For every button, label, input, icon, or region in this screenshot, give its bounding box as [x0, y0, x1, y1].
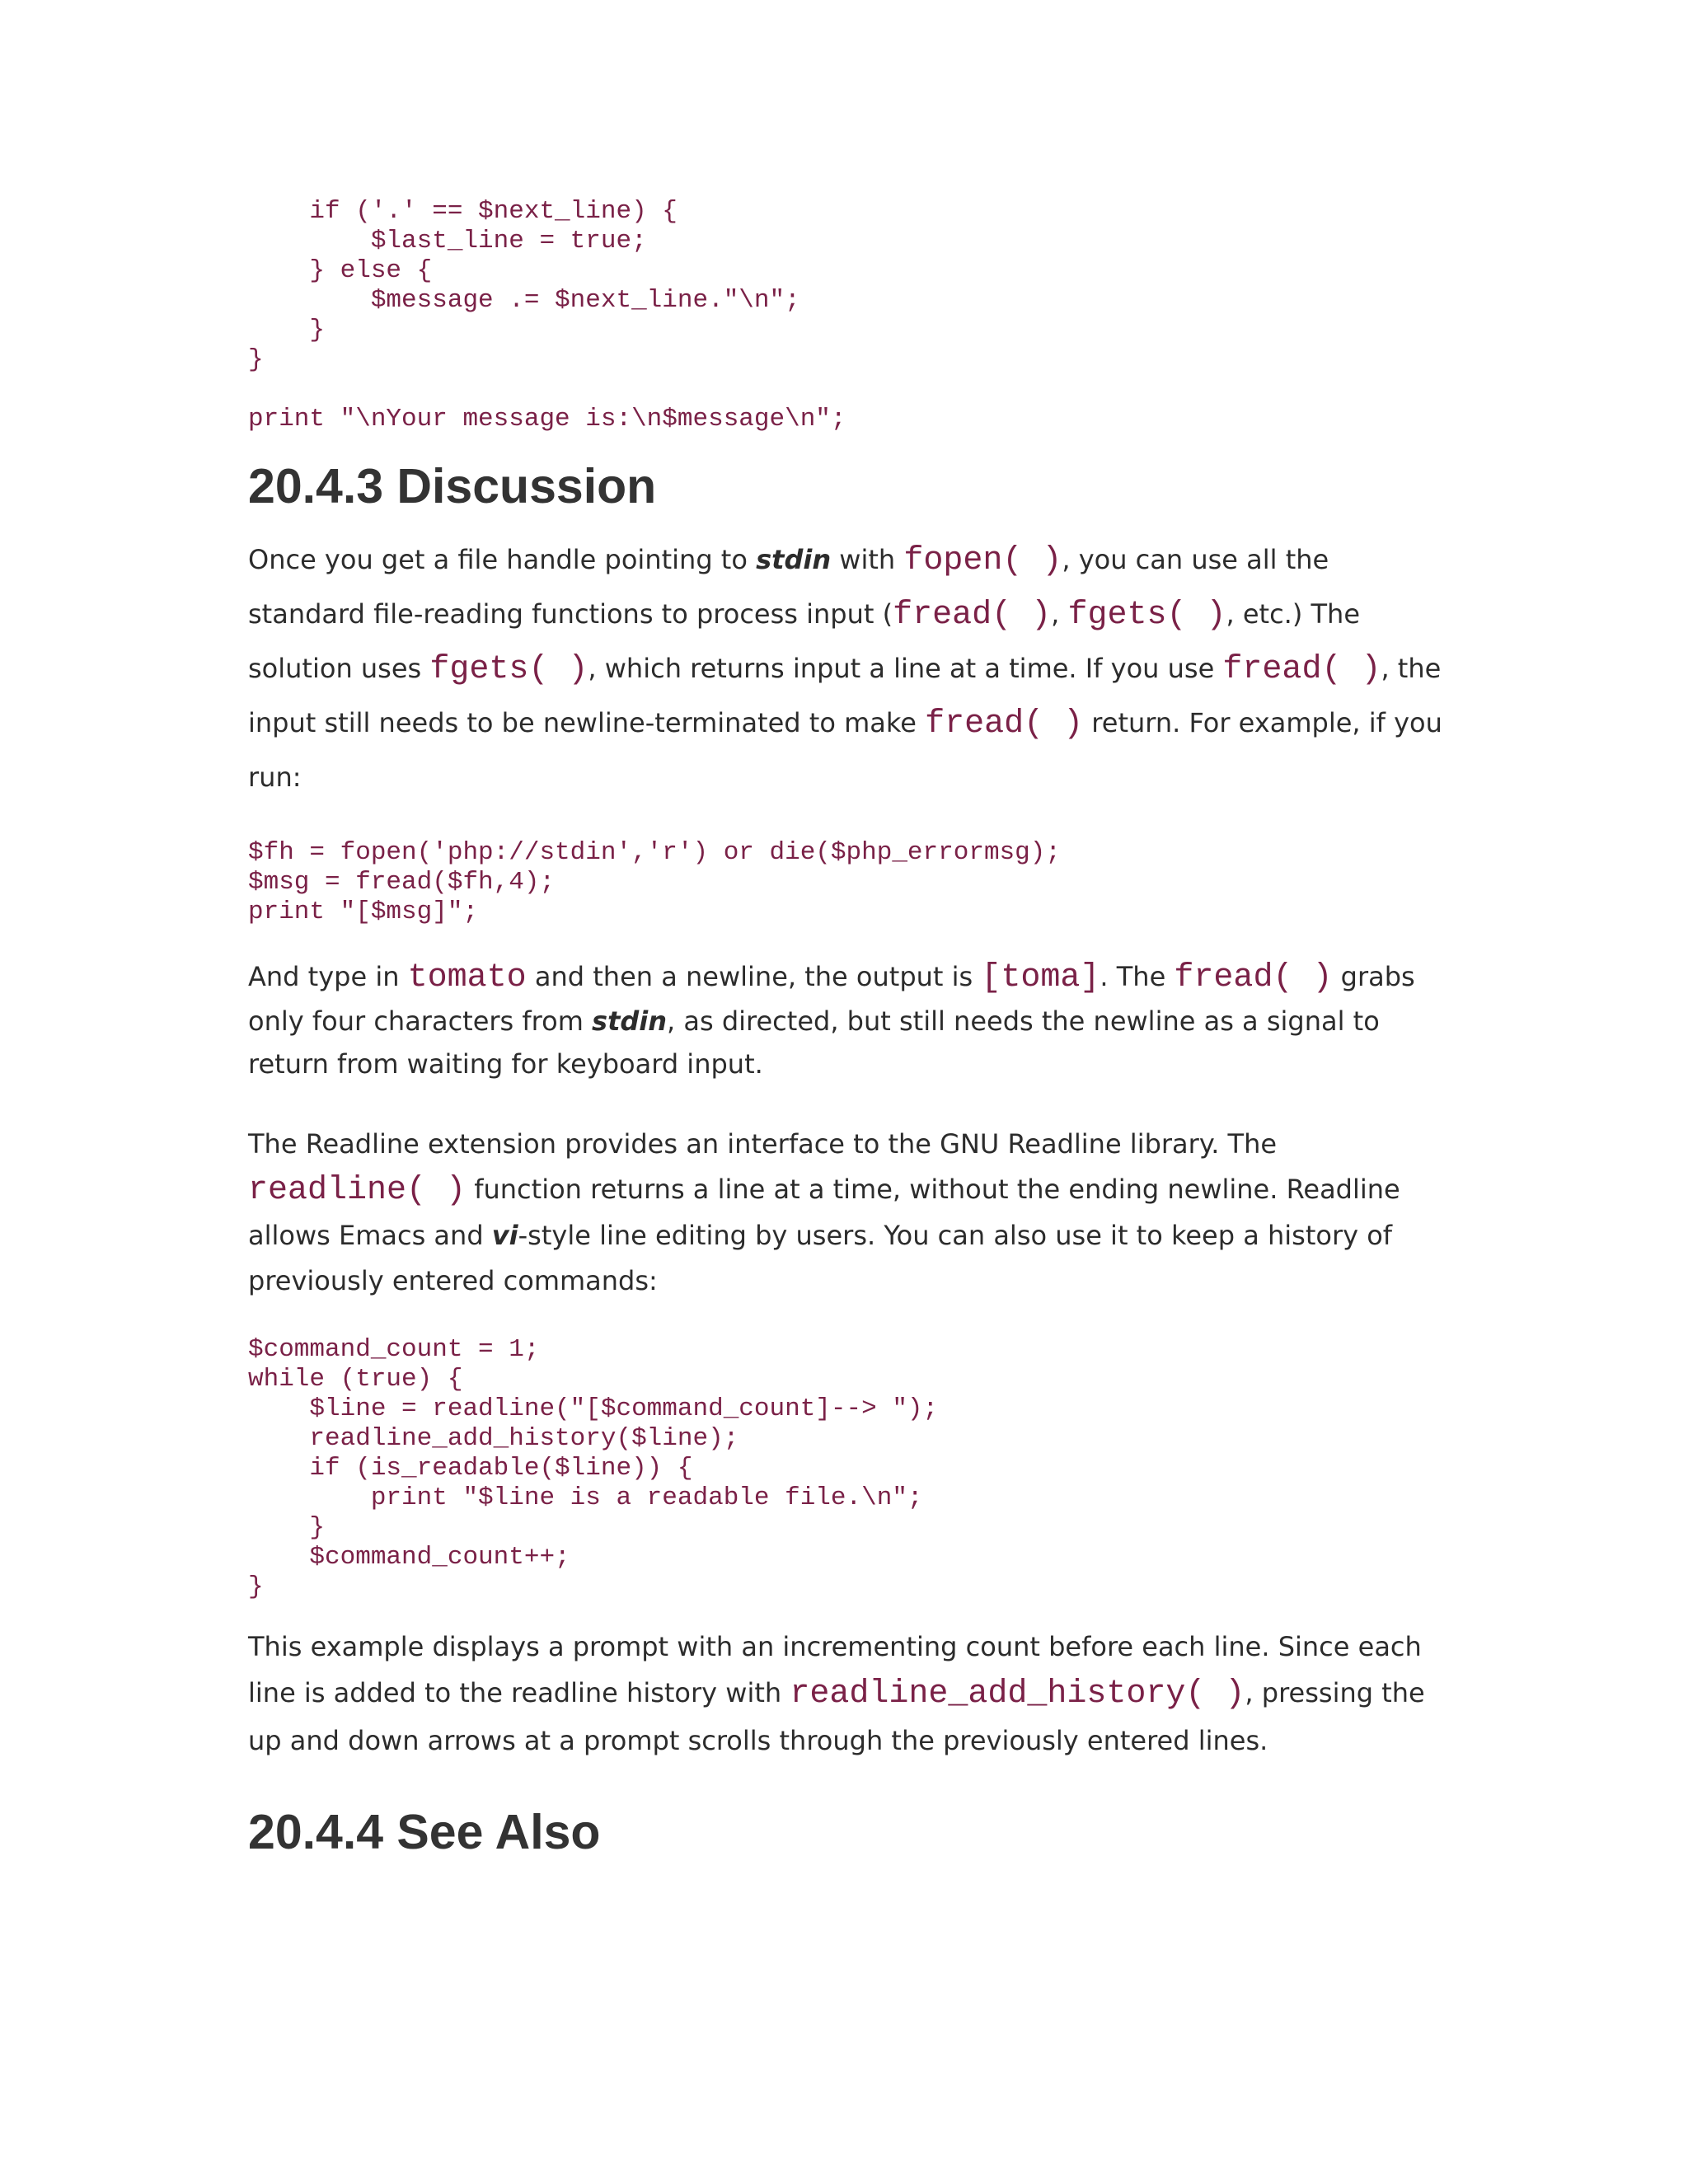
code-block-top: if ('.' == $next_line) { $last_line = true; } else { $message .= $next_line."\n"; } } print "\nYour message is:\n$message\n";: [248, 197, 846, 434]
emphasis-stdin: stdin: [756, 544, 832, 575]
paragraph-readline-intro: The Readline extension provides an interface to the GNU Readline library. The readline( ) function returns a line at a time, without the ending newline. Readline allows Emacs and vi-style line editing by users. You can also use it to keep a history of previously entered commands:: [248, 1128, 1400, 1296]
code-block-readline-example: $command_count = 1; while (true) { $line = readline("[$command_count]--> "); readline_add_history($line); if (is_readable($line)) { print "$line is a readable file.\n"; } $command_count++; }: [248, 1335, 939, 1601]
paragraph-discussion-intro: Once you get a file handle pointing to stdin with fopen( ), you can use all the standard file-reading functions to process input (fread( ), fgets( ), etc.) The solution uses fgets( ), which returns input a line at a time. If you use fread( ), the input still needs to be newline-terminated to make fread( ) return. For example, if you run:: [248, 542, 1442, 793]
inline-code-readline: readline( ): [248, 1172, 467, 1209]
emphasis-stdin: stdin: [592, 1005, 668, 1037]
inline-code-fopen: fopen( ): [903, 542, 1062, 579]
inline-code-fread: fread( ): [1222, 651, 1381, 688]
code-block-fread-example: $fh = fopen('php://stdin','r') or die($php_errormsg); $msg = fread($fh,4); print "[$msg]";: [248, 838, 1061, 926]
inline-code-readline-add-history: readline_add_history( ): [790, 1675, 1245, 1713]
inline-code-toma: [toma]: [981, 959, 1100, 996]
inline-code-fread: fread( ): [893, 597, 1052, 634]
inline-code-fread: fread( ): [1174, 959, 1333, 996]
paragraph-fread-output: And type in tomato and then a newline, the output is [toma]. The fread( ) grabs only four characters from stdin, as directed, but still needs the newline as a signal to return from waiting for keyboard input.: [248, 959, 1415, 1080]
inline-code-fgets: fgets( ): [1067, 597, 1226, 634]
inline-code-fread: fread( ): [925, 705, 1084, 743]
inline-code-fgets: fgets( ): [429, 651, 588, 688]
document-content: [248, 181, 1443, 1861]
heading-discussion: 20.4.3 Discussion: [248, 459, 657, 513]
inline-code-tomato: tomato: [407, 959, 527, 996]
heading-see-also: 20.4.4 See Also: [248, 1805, 601, 1859]
emphasis-vi: vi: [491, 1220, 518, 1251]
paragraph-readline-history: This example displays a prompt with an incrementing count before each line. Since each line is added to the readline history with readline_add_history( ), pressing the up and down arrows at a prompt scrolls through the previously entered lines.: [248, 1631, 1425, 1756]
